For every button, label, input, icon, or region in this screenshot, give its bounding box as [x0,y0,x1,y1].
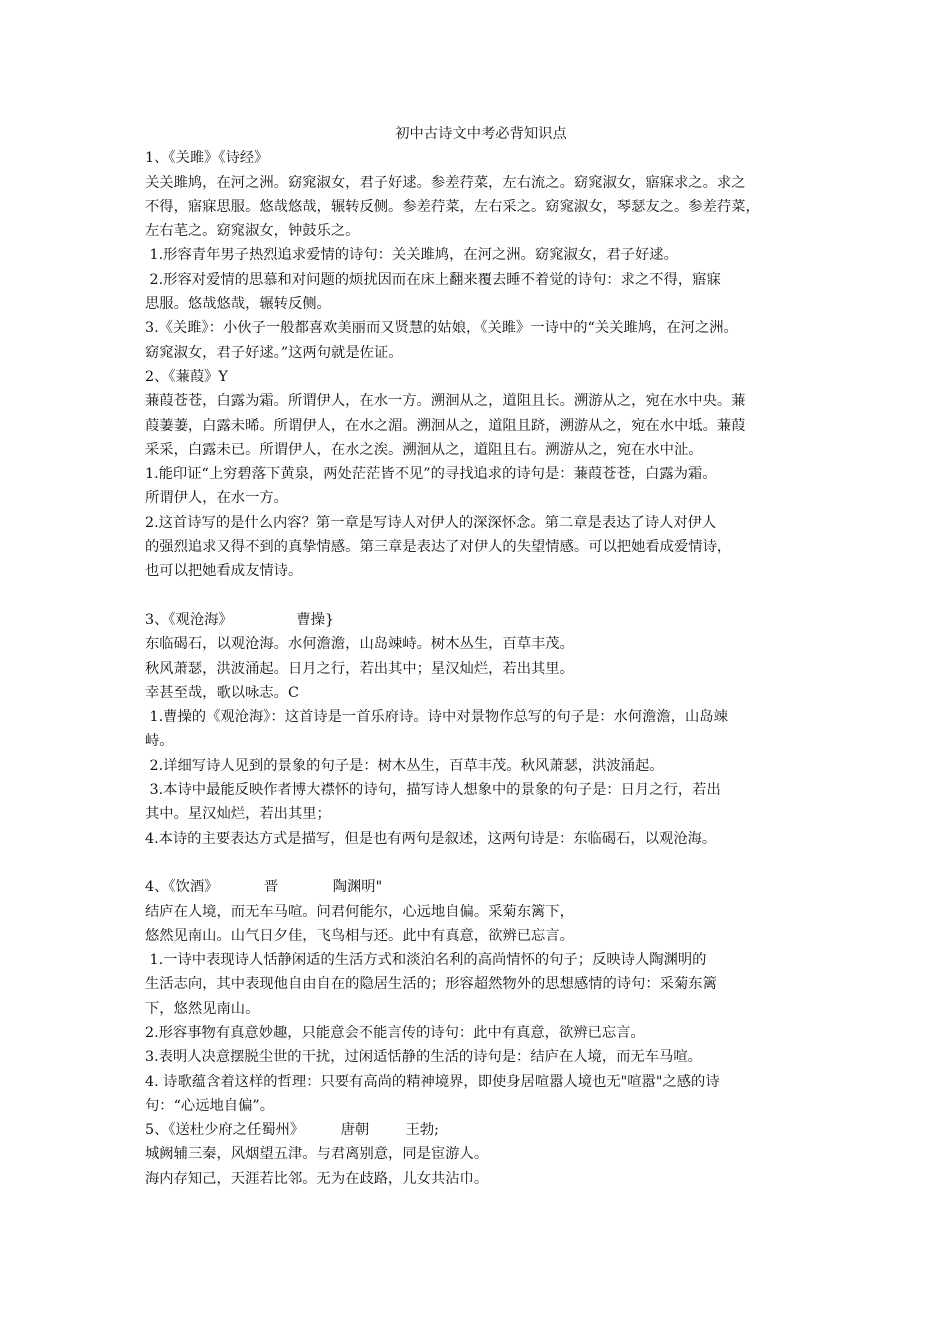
text-line: 左右芼之。窈窕淑女，钟鼓乐之。 [145,223,360,240]
text-line: 窈窕淑女，君子好逑。”这两句就是佐证。 [145,344,403,361]
text-line: 秋风萧瑟，洪波涌起。日月之行，若出其中；星汉灿烂，若出其里。 [145,660,574,677]
text-line: 2.形容对爱情的思慕和对问题的烦扰因而在床上翻来覆去睡不着觉的诗句：求之不得，寤寐 [145,271,721,288]
text-line: 生活志向，其中表现他自由自在的隐居生活的；形容超然物外的思想感情的诗句：采菊东篱 [145,976,717,993]
text-line: 关关雎鸠，在河之洲。窈窕淑女，君子好逑。参差荇菜，左右流之。窈窕淑女，寤寐求之。求之 [145,174,746,191]
text-line: 不得，寤寐思服。悠哉悠哉，辗转反侧。参差荇菜，左右采之。窈窕淑女，琴瑟友之。参差荇菜， [145,198,760,215]
text-line: 东临碣石，以观沧海。水何澹澹，山岛竦峙。树木丛生，百草丰茂。 [145,636,574,653]
document-title: 初中古诗文中考必背知识点 [395,126,567,142]
text-line: 4、《饮酒》 晋 陶渊明" [145,879,383,896]
document-body [145,146,817,1191]
text-line: 2、《蒹葭》Y [145,368,228,385]
text-line: 1、《关雎》《诗经》 [145,150,269,167]
text-line: 结庐在人境，而无车马喧。问君何能尔，心远地自偏。采菊东篱下， [145,903,574,920]
text-line: 1.曹操的《观沧海》：这首诗是一首乐府诗。诗中对景物作总写的句子是：水何澹澹，山岛竦 [145,709,728,726]
text-line: 2.形容事物有真意妙趣，只能意会不能言传的诗句：此中有真意，欲辨已忘言。 [145,1024,645,1041]
text-line: 的强烈追求又得不到的真挚情感。第三章是表达了对伊人的失望情感。可以把她看成爱情诗， [145,539,732,556]
text-line: 思服。悠哉悠哉，辗转反侧。 [145,296,331,313]
blank-line [145,851,817,875]
text-line: 峙。 [145,733,174,750]
text-line: 2.这首诗写的是什么内容？第一章是写诗人对伊人的深深怀念。第二章是表达了诗人对伊人 [145,514,717,531]
text-line: 句：“心远地自偏”。 [145,1097,274,1114]
blank-line [145,584,817,608]
text-line: 1.形容青年男子热烈追求爱情的诗句：关关雎鸠，在河之洲。窈窕淑女，君子好逑。 [145,247,678,264]
text-line: 幸甚至哉，歌以咏志。C [145,684,299,701]
text-line: 采采，白露未已。所谓伊人，在水之涘。溯洄从之，道阻且右。溯游从之，宛在水中沚。 [145,441,703,458]
text-line: 葭萋萋，白露未晞。所谓伊人，在水之湄。溯洄从之，道阻且跻，溯游从之，宛在水中坻。蒹葭 [145,417,746,434]
text-line: 3.《关雎》：小伙子一般都喜欢美丽而又贤慧的姑娘，《关雎》一诗中的“关关雎鸠，在河之洲。 [145,320,738,337]
text-line: 3、《观沧海》 曹操} [145,611,335,628]
text-line: 悠然见南山。山气日夕佳，飞鸟相与还。此中有真意，欲辨已忘言。 [145,927,574,944]
text-line: 3.本诗中最能反映作者博大襟怀的诗句，描写诗人想象中的景象的句子是：日月之行，若出 [145,782,721,799]
text-line: 5、《送杜少府之任蜀州》 唐朝 王勃; [145,1122,439,1139]
text-line: 所谓伊人，在水一方。 [145,490,288,507]
text-line: 下，悠然见南山。 [145,1000,260,1017]
text-line: 蒹葭苍苍，白露为霜。所谓伊人，在水一方。溯洄从之，道阻且长。溯游从之，宛在水中央。蒹 [145,393,746,410]
text-line: 2.详细写诗人见到的景象的句子是：树木丛生，百草丰茂。秋风萧瑟，洪波涌起。 [145,757,664,774]
text-line: 1.一诗中表现诗人恬静闲适的生活方式和淡泊名利的高尚情怀的句子；反映诗人陶渊明的 [145,952,707,969]
text-line: 城阙辅三秦，风烟望五津。与君离别意，同是宦游人。 [145,1146,489,1163]
text-line: 其中。星汉灿烂，若出其里； [145,806,331,823]
text-line: 也可以把她看成友情诗。 [145,563,303,580]
text-line: 1.能印证“上穷碧落下黄泉，两处茫茫皆不见”的寻找追求的诗句是：蒹葭苍苍，白露为霜。 [145,466,717,483]
text-line: 3.表明人决意摆脱尘世的干扰，过闲适恬静的生活的诗句是：结庐在人境，而无车马喧。 [145,1049,702,1066]
document-page [145,122,817,1191]
text-line: 4. 诗歌蕴含着这样的哲理：只要有高尚的精神境界，即使身居喧嚣人境也无"喧嚣"之感的诗 [145,1073,720,1090]
text-line: 海内存知己，天涯若比邻。无为在歧路，儿女共沾巾。 [145,1170,489,1187]
text-line: 4.本诗的主要表达方式是描写，但是也有两句是叙述，这两句诗是：东临碣石，以观沧海。 [145,830,717,847]
